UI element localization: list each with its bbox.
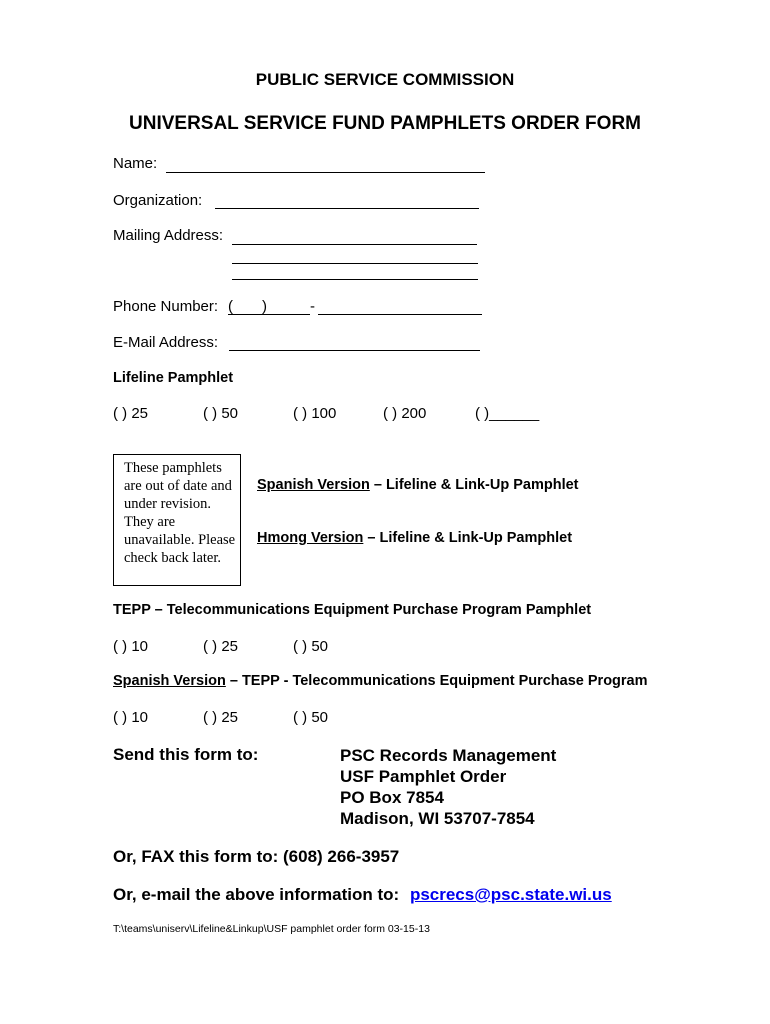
tepp-heading: TEPP – Telecommunications Equipment Purchase Program Pamphlet <box>113 602 592 618</box>
tepp-spanish-version-link[interactable]: Spanish Version <box>113 673 226 689</box>
organization-field[interactable] <box>215 208 479 209</box>
form-title: UNIVERSAL SERVICE FUND PAMPHLETS ORDER FORM <box>129 113 641 134</box>
email-label: E-Mail Address: <box>113 334 219 351</box>
address-line-2: USF Pamphlet Order <box>340 767 507 786</box>
address-line-3: PO Box 7854 <box>340 788 444 807</box>
spanish-version-link[interactable]: Spanish Version <box>257 477 370 493</box>
address-line-4: Madison, WI 53707-7854 <box>340 809 535 828</box>
email-field[interactable] <box>229 350 480 351</box>
hmong-version-link[interactable]: Hmong Version <box>257 530 364 546</box>
tepp-option-10[interactable]: ( ) 10 <box>113 638 149 655</box>
hmong-lifeline-line <box>257 530 572 546</box>
tepp-option-25[interactable]: ( ) 25 <box>203 638 239 655</box>
mailing-address-line-3[interactable] <box>232 279 478 280</box>
lifeline-option-50[interactable]: ( ) 50 <box>203 405 239 422</box>
hmong-version-desc: – Lifeline & Link-Up Pamphlet <box>363 530 573 546</box>
tepp-spanish-option-25[interactable]: ( ) 25 <box>203 709 239 726</box>
phone-prefix-field[interactable] <box>268 314 310 315</box>
unavailable-notice: These pamphlets are out of date and under revision. They are unavailable. Please check back later. <box>113 454 241 586</box>
mailing-address-block <box>340 745 556 829</box>
phone-area-close: ) <box>262 298 267 315</box>
mailing-address-line-2[interactable] <box>232 263 478 264</box>
mailing-address-label: Mailing Address: <box>113 227 224 244</box>
email-instruction-label: Or, e-mail the above information to: <box>113 885 400 904</box>
lifeline-heading: Lifeline Pamphlet <box>113 370 234 386</box>
organization-label: Organization: <box>113 192 203 209</box>
mailing-address-line-1[interactable] <box>232 244 477 245</box>
name-field[interactable] <box>166 172 485 173</box>
tepp-spanish-line <box>113 673 648 689</box>
address-line-1: PSC Records Management <box>340 746 557 765</box>
phone-area-open: ( <box>228 298 233 315</box>
spanish-version-desc: – Lifeline & Link-Up Pamphlet <box>369 477 579 493</box>
lifeline-option-200[interactable]: ( ) 200 <box>383 405 427 422</box>
spanish-lifeline-line <box>257 477 579 493</box>
tepp-spanish-version-desc: – TEPP - Telecommunications Equipment Purchase Program <box>225 673 648 689</box>
phone-dash: - <box>310 298 315 315</box>
email-instruction <box>113 885 612 905</box>
tepp-spanish-option-10[interactable]: ( ) 10 <box>113 709 149 726</box>
lifeline-option-25[interactable]: ( ) 25 <box>113 405 149 422</box>
lifeline-option-100[interactable]: ( ) 100 <box>293 405 337 422</box>
name-label: Name: <box>113 155 158 172</box>
tepp-option-50[interactable]: ( ) 50 <box>293 638 329 655</box>
lifeline-option-other[interactable]: ( )______ <box>475 405 540 422</box>
tepp-spanish-option-50[interactable]: ( ) 50 <box>293 709 329 726</box>
file-path-footer: T:\teams\uniserv\Lifeline&Linkup\USF pamphlet order form 03-15-13 <box>113 923 430 935</box>
send-to-label: Send this form to: <box>113 745 259 764</box>
phone-number-field[interactable] <box>318 314 482 315</box>
commission-title: PUBLIC SERVICE COMMISSION <box>255 70 515 89</box>
phone-label: Phone Number: <box>113 298 219 315</box>
email-address-link[interactable]: pscrecs@psc.state.wi.us <box>409 885 612 904</box>
fax-instruction: Or, FAX this form to: (608) 266-3957 <box>113 847 400 866</box>
